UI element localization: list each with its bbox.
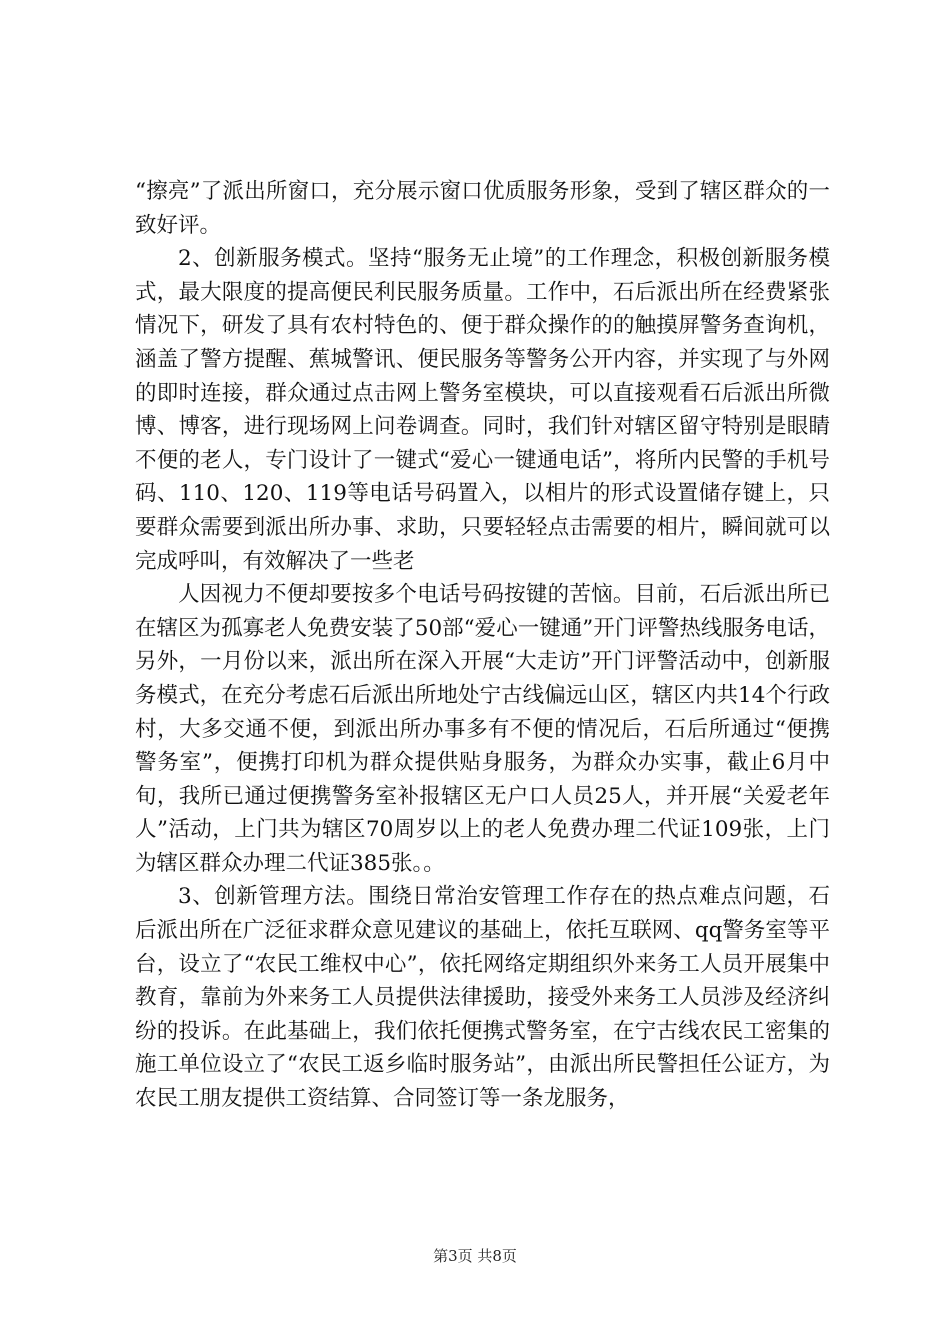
paragraph-4: 3、创新管理方法。围绕日常治安管理工作存在的热点难点问题，石后派出所在广泛征求群众意见建议的基础上，依托互联网、qq警务室等平台，设立了“农民工维权中心”，依托网络定期组织外来务工人员开展集中教育，靠前为外来务工人员提供法律援助，接受外来务工人员涉及经济纠纷的投诉。在此基础上，我们依托便携式警务室，在宁古线农民工密集的施工单位设立了“农民工返乡临时服务站”，由派出所民警担任公证方，为农民工朋友提供工资结算、合同签订等一条龙服务， (135, 884, 830, 1112)
paragraph-3: 人因视力不便却要按多个电话号码按键的苦恼。目前，石后派出所已在辖区为孤寡老人免费安装了50部“爱心一键通”开门评警热线服务电话，另外，一月份以来，派出所在深入开展“大走访”开门评警活动中，创新服务模式，在充分考虑石后派出所地处宁古线偏远山区，辖区内共14个行政村，大多交通不便，到派出所办事多有不便的情况后，石后所通过“便携警务室”，便携打印机为群众提供贴身服务，为群众办实事，截止6月中旬，我所已通过便携警务室补报辖区无户口人员25人，并开展“关爱老年人”活动，上门共为辖区70周岁以上的老人免费办理二代证109张，上门为辖区群众办理二代证385张。。 (135, 582, 830, 876)
paragraph-1: “擦亮”了派出所窗口，充分展示窗口优质服务形象，受到了辖区群众的一致好评。 (135, 179, 830, 238)
paragraph-2: 2、创新服务模式。坚持“服务无止境”的工作理念，积极创新服务模式，最大限度的提高便民利民服务质量。工作中，石后派出所在经费紧张情况下，研发了具有农村特色的、便于群众操作的的触摸屏警务查询机，涵盖了警方提醒、蕉城警讯、便民服务等警务公开内容，并实现了与外网的即时连接，群众通过点击网上警务室模块，可以直接观看石后派出所微博、博客，进行现场网上问卷调查。同时，我们针对辖区留守特别是眼睛不便的老人，专门设计了一键式“爱心一键通电话”，将所内民警的手机号码、110、120、119等电话号码置入，以相片的形式设置储存键上，只要群众需要到派出所办事、求助，只要轻轻点击需要的相片，瞬间就可以完成呼叫，有效解决了一些老 (135, 246, 830, 574)
page-number-footer: 第3页 共8页 (433, 1247, 517, 1265)
document-body (135, 175, 830, 1116)
